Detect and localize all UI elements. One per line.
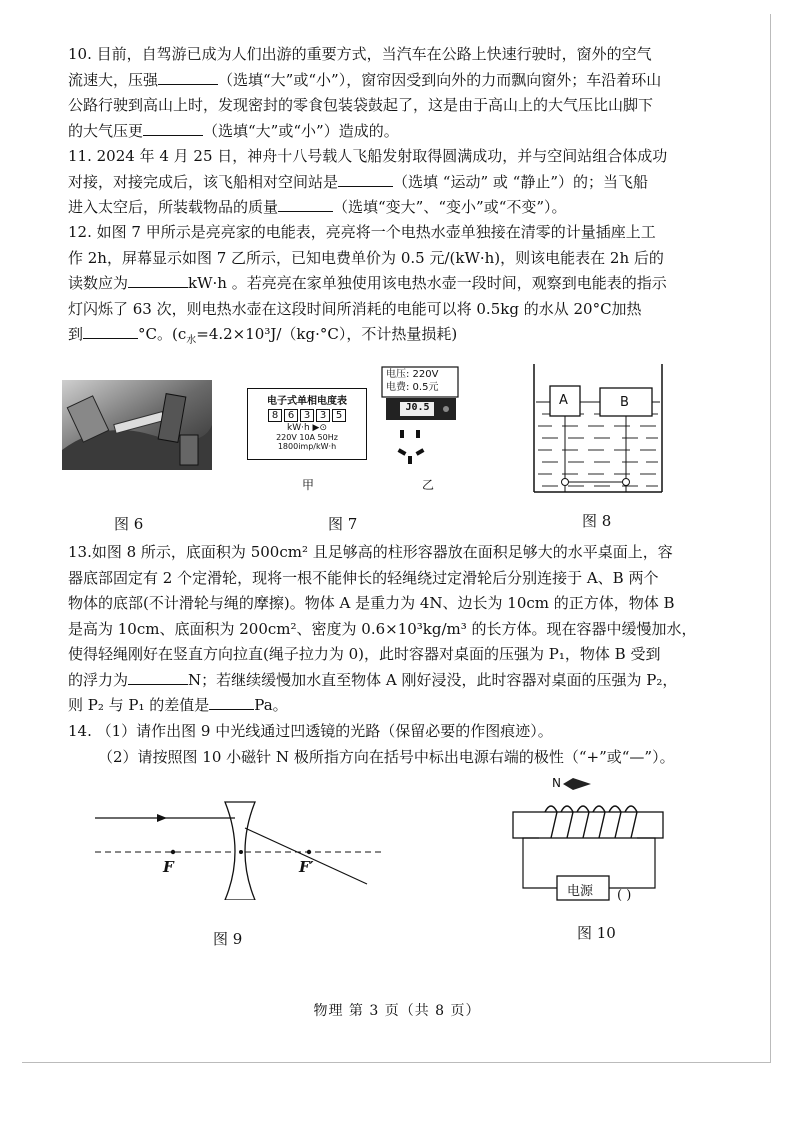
meter-digit: 3 [300,409,314,422]
q12-line: 到 °C。($c_水=4.2\times 10^3J/(kg\cdot^\circ C)$，不计热量损耗) [68,325,458,346]
energy-meter [247,388,367,460]
meter-digit: 5 [332,409,346,422]
answer-blank[interactable] [83,324,138,339]
question-12 [68,220,758,354]
socket-fee: 电费: 0.5元 [386,382,439,393]
q13-line: 的浮力为 N；若继续缓慢加水直至物体 A 刚好浸没，此时容器对桌面的压强为 P₂， [68,670,678,689]
question-10 [68,42,758,144]
caption-fig9: 图 9 [213,930,243,948]
label-jia: 甲 [302,478,315,492]
meter-digits [248,409,366,422]
q13-line: 是高为 10cm、底面积为 200cm²、密度为 0.6×10³kg/m³ 的长方体。现在容器中缓慢加水， [68,619,697,638]
q13-line: 物体的底部(不计滑轮与绳的摩擦)。物体 A 是重力为 4N、边长为 10cm 的正方体，物体 B [68,594,675,612]
focus-left-point [171,850,175,854]
container-drawing [528,362,668,497]
concave-lens-figure [95,800,395,900]
figure-6-photo [62,380,212,470]
q11-line: 对接，对接完成后，该飞船相对空间站是 （选填 “运动” 或 “静止”）的；当飞船 [68,172,648,191]
q11-line: 11. 2024 年 4 月 25 日，神舟十八号载人飞船发射取得圆满成功，并与空间站组合体成功 [68,147,668,165]
needle-n-label: N [552,776,561,790]
q10-line: 流速大，压强 （选填“大”或“小”），窗帘因受到向外的力而飘向窗外；车沿着环山 [68,70,662,89]
label-yi: 乙 [422,478,435,492]
meter-digit: 8 [268,409,282,422]
compass-needle-icon [563,778,591,790]
question-11 [68,144,758,221]
focus-right-label: F′ [299,858,314,876]
q12-line: 12. 如图 7 甲所示是亮亮家的电能表，亮亮将一个电热水壶单独接在清零的计量插座上工 [68,223,656,241]
caption-fig8: 图 8 [582,512,612,530]
caption-fig6: 图 6 [114,515,144,533]
answer-blank[interactable] [278,197,333,212]
socket-voltage: 电压: 220V [386,369,439,380]
q10-line: 10. 目前，自驾游已成为人们出游的重要方式，当汽车在公路上快速行驶时，窗外的空气 [68,45,652,63]
q14-line: （2）请按照图 10 小磁针 N 极所指方向在括号中标出电源右端的极性（“+”或“—”）。 [98,747,675,766]
q10-line: 的大气压更 （选填“大”或“小”）造成的。 [68,121,399,140]
meter-imp: 1800imp/kW·h [277,442,337,451]
q13-line: 使得轻绳刚好在竖直方向拉直(绳子拉力为 0)，此时容器对桌面的压强为 P₁，物体 B 受到 [68,645,661,663]
q14-line: 14. （1）请作出图 9 中光线通过凹透镜的光路（保留必要的作图痕迹）。 [68,722,553,740]
q10-line: 公路行驶到高山上时，发现密封的零食包装袋鼓起了，这是由于高山上的大气压比山脚下 [68,96,654,114]
meter-unit: kW·h ▶⊙ [287,423,327,433]
answer-blank[interactable] [128,670,188,685]
lens-diagram [95,800,395,900]
q11-line: 进入太空后，所装载物品的质量 （选填“变大”、“变小”或“不变”）。 [68,198,567,216]
space-station-image [62,380,212,470]
container-figure [528,362,668,497]
meter-title: 电子式单相电度表 [267,396,347,407]
optical-center [239,850,243,854]
focus-right-point [307,850,311,854]
answer-blank[interactable] [143,121,203,136]
socket-display: J0.5 [405,402,430,413]
q13-line: 则 P₂ 与 P₁ 的差值是 Pa。 [68,696,288,714]
solenoid-figure [505,772,675,912]
answer-blank[interactable] [209,695,254,710]
answer-blank[interactable] [128,273,188,288]
q12-line: 作 2h，屏幕显示如图 7 乙所示，已知电费单价为 0.5 元/(kW·h)，则该电能表在 2h 后的 [68,248,664,267]
q12-line: 灯闪烁了 63 次，则电热水壶在这段时间所消耗的电能可以将 0.5kg 的水从 20°C加热 [68,299,642,318]
page-footer: 物理 第 3 页（共 8 页） [313,1003,481,1019]
q13-line: 器底部固定有 2 个定滑轮，现将一根不能伸长的轻绳绕过定滑轮后分别连接于 A、B 两个 [68,568,659,587]
power-label: 电源 [567,884,594,899]
answer-blank[interactable] [158,70,218,85]
question-13 [68,540,758,719]
meter-digit: 6 [284,409,298,422]
q12-line: 读数应为 kW·h 。若亮亮在家单独使用该电热水壶一段时间，观察到电能表的指示 [68,274,667,292]
question-14 [68,719,758,770]
answer-blank[interactable] [338,172,393,187]
meter-digit: 3 [316,409,330,422]
label-a: A [559,393,568,408]
focus-left-label: F [163,858,174,876]
arrow-icon [157,814,167,822]
polarity-bracket[interactable]: ( ) [617,888,632,903]
meter-spec: 220V 10A 50Hz [276,433,338,442]
q13-line: 13.如图 8 所示，底面积为 500cm² 且足够高的柱形容器放在面积足够大的水平桌面上，容 [68,543,673,561]
metering-socket [374,364,464,474]
caption-fig7: 图 7 [328,515,358,533]
label-b: B [620,395,629,410]
caption-fig10: 图 10 [577,924,616,942]
